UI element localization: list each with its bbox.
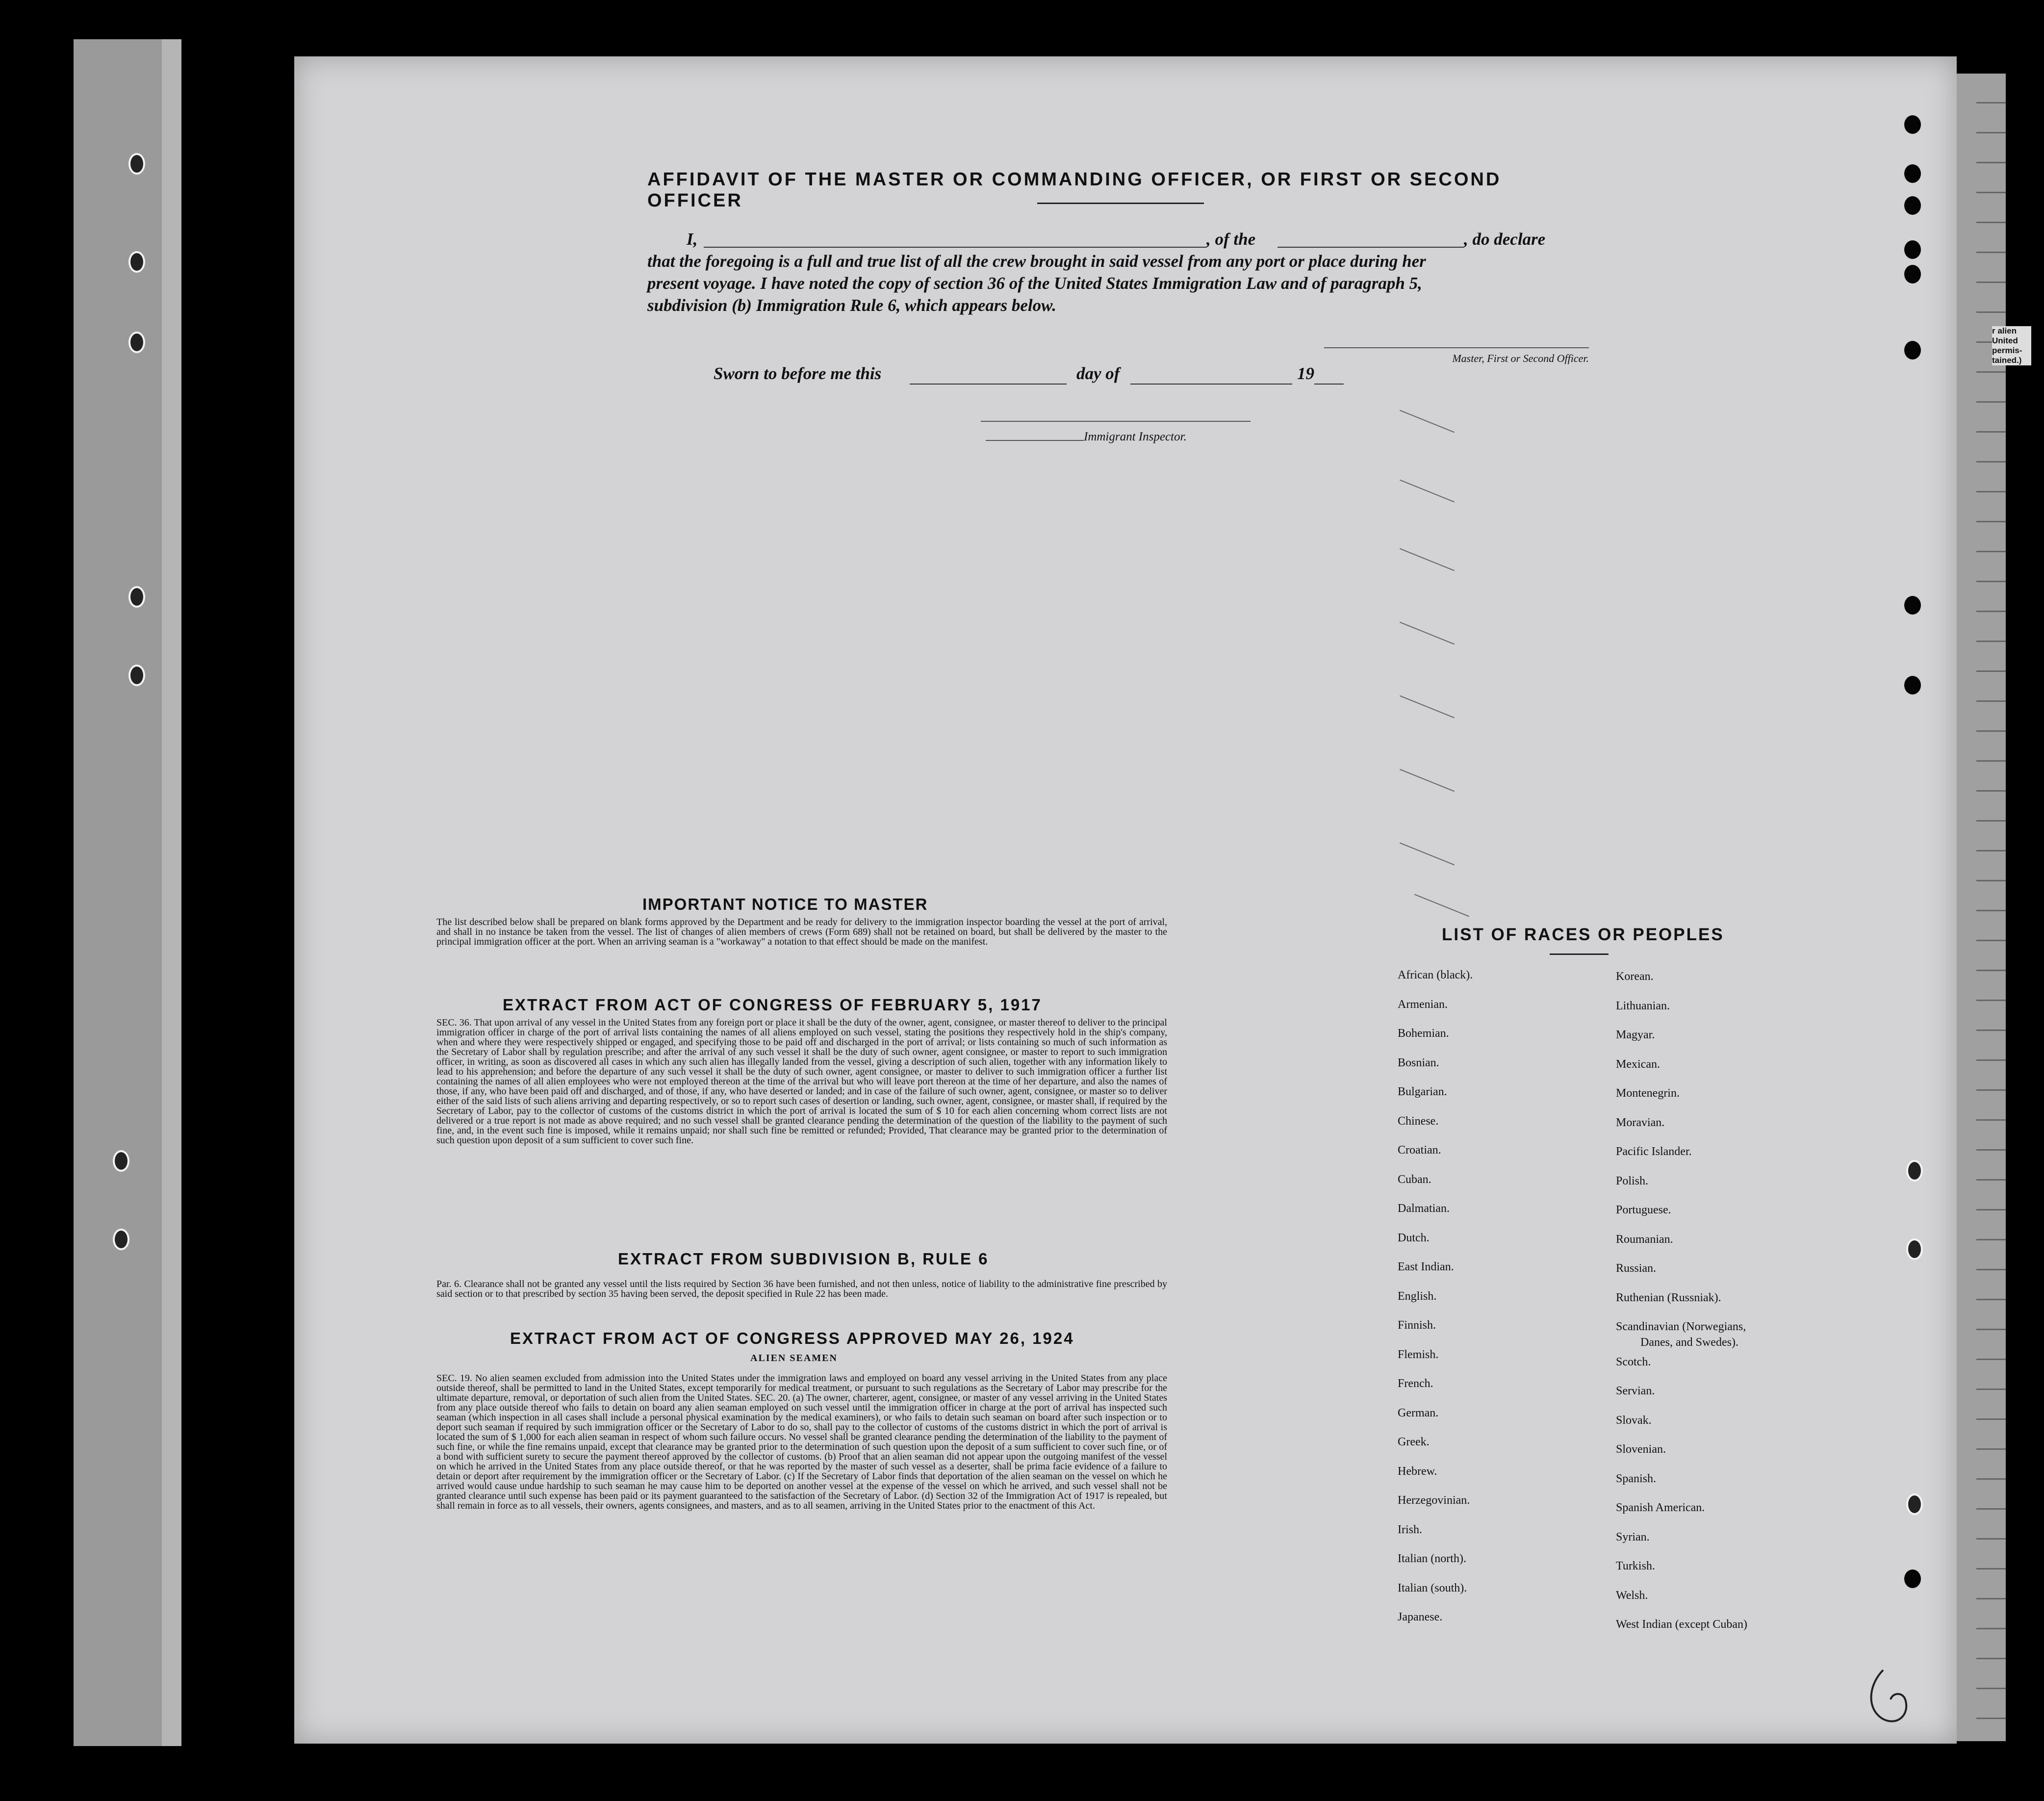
race-item: Moravian. [1616,1116,1665,1129]
binder-hole [113,1229,129,1250]
race-item: Welsh. [1616,1589,1648,1602]
extract-1917-title: EXTRACT FROM ACT OF CONGRESS OF FEBRUARY 5, 1917 [503,996,1042,1014]
inspector-signature-line-2[interactable] [986,440,1084,441]
race-item: Herzegovinian. [1398,1494,1470,1507]
binder-hole [128,665,145,686]
race-item: Irish. [1398,1523,1422,1536]
affidavit-title: AFFIDAVIT OF THE MASTER OR COMMANDING OFFICER, OR FIRST OR SECOND OFFICER [647,169,1502,211]
race-item: Ruthenian (Russniak). [1616,1291,1721,1304]
sworn-statement [714,364,881,384]
binder-hole [113,1150,129,1172]
race-item: West Indian (except Cuban) [1616,1618,1747,1631]
adjacent-page-edge [162,39,181,1746]
race-item: Bohemian. [1398,1027,1449,1040]
race-item: Spanish American. [1616,1501,1705,1514]
race-item: German. [1398,1406,1439,1419]
master-signature-line[interactable] [1324,347,1589,348]
race-item: Syrian. [1616,1530,1650,1544]
race-item: Cuban. [1398,1173,1431,1186]
race-item: Greek. [1398,1436,1430,1448]
race-item: Spanish. [1616,1472,1657,1485]
binder-hole [128,586,145,608]
binder-hole [1904,115,1921,134]
race-item: Turkish. [1616,1560,1655,1572]
extract-1924-title: EXTRACT FROM ACT OF CONGRESS APPROVED MAY 26, 1924 [510,1329,1074,1347]
affidavit-line-3: present voyage. I have noted the copy of section 36 of the United States Immigration Law and of paragraph 5, [647,274,1422,293]
declaration-i: I, [687,230,698,249]
title-rule [1037,203,1204,204]
affidavit-body [647,228,1594,316]
notice-title: IMPORTANT NOTICE TO MASTER [642,895,928,913]
race-item: Scotch. [1616,1355,1651,1368]
race-item: Roumanian. [1616,1233,1673,1246]
extract-rule6-body: Par. 6. Clearance shall not be granted any vessel until the lists required by Section 36 have been furnished, and not then unless, notice of liability to the administrative fine prescribed by said section or to that prescribed by section 35 having been served, the deposit specified in Rule 22 has been made. [436,1279,1167,1299]
races-title: LIST OF RACES OR PEOPLES [1442,925,1724,944]
master-signature-label: Master, First or Second Officer. [1452,352,1589,364]
binder-hole [1904,164,1921,183]
binder-hole [128,251,145,273]
binder-hole [1904,341,1921,360]
alien-seamen-subtitle: ALIEN SEAMEN [750,1353,838,1364]
race-item: Polish. [1616,1174,1649,1187]
inspector-label: Immigrant Inspector. [1084,430,1187,443]
race-item: Italian (south). [1398,1581,1467,1595]
binder-hole [1906,1160,1923,1182]
binder-hole [1904,676,1921,695]
binder-hole [128,153,145,175]
affidavit-line-4: subdivision (b) Immigration Rule 6, which appears below. [647,296,1056,315]
race-item: Slovak. [1616,1414,1652,1427]
extract-rule6-title: EXTRACT FROM SUBDIVISION B, RULE 6 [618,1250,989,1268]
race-item: Korean. [1616,970,1654,983]
race-item: French. [1398,1377,1433,1390]
race-item: Russian. [1616,1262,1657,1275]
sworn-label: Sworn to before me this [714,364,882,383]
races-column-2 [1616,970,1747,1647]
binder-hole [128,332,145,353]
year-prefix: 19 [1297,364,1314,383]
races-title-rule [1550,953,1609,955]
race-item: Pacific Islander. [1616,1145,1692,1158]
race-item: Bulgarian. [1398,1085,1447,1098]
race-item: Armenian. [1398,998,1448,1011]
binder-hole [1904,596,1921,615]
of-the-label: , of the [1206,230,1256,249]
binder-hole [1904,1569,1921,1588]
notice-body: The list described below shall be prepared on blank forms approved by the Department and be ready for delivery to the immigration inspector boarding the vessel at the port of arrival, and shall in no instance be taken from the vessel. The list of changes of alien members of crews (Form 689) shall not be retained on board, but shall be delivered by the master to the principal immigration officer at the port. When an arriving seaman is a "workaway" a notation to that effect should be made on the manifest. [436,917,1167,947]
binder-hole [1906,1238,1923,1260]
race-item: Scandinavian (Norwegians, [1616,1320,1746,1333]
ruled-lines [1976,74,2006,1741]
race-item: Servian. [1616,1385,1655,1397]
race-item: African (black). [1398,969,1473,981]
binder-hole [1904,265,1921,283]
race-item: Finnish. [1398,1319,1436,1332]
day-blank[interactable] [910,384,1067,385]
race-item: Chinese. [1398,1114,1439,1128]
year-blank[interactable] [1314,384,1344,385]
right-margin-note: r alien United permis- tained.) [1992,326,2031,365]
binder-hole [1906,1493,1923,1515]
race-item: Italian (north). [1398,1552,1466,1565]
race-item: Hebrew. [1398,1465,1437,1478]
month-blank[interactable] [1130,384,1292,385]
name-blank[interactable] [704,247,1206,248]
race-item: Bosnian. [1398,1056,1439,1069]
race-item: Slovenian. [1616,1443,1666,1456]
race-item: English. [1398,1289,1437,1303]
extract-1924-body: SEC. 19. No alien seamen excluded from admission into the United States under the immigration laws and employed on board any vessel arriving in the United States from any place outside thereof, shall be permitted to land in the United States, except temporarily for medical treatment, or pursuant to such regulations as the Secretary of Labor may prescribe for the ultimate departure, removal, or deportation of such alien from the United States. SEC. 20. (a) The owner, charterer, agent, consignee, or master of any vessel arriving in the United States from any place outside thereof who fails to detain on board any alien seaman employed on such vessel until the immigration officer in charge at the port of arrival has inspected such seaman (which inspection in all cases shall include a personal physical examination by the medical examiners), or who fails to detain such seaman on board after such inspection or to deport such seaman if required by such immigration officer or the Secretary of Labor to do so, shall pay to the collector of customs of the customs district in which the port of arrival is located the sum of $ 1,000 for each alien seaman in respect of whom such failure occurs. No vessel shall be granted clearance pending the determination of the liability to the payment of such fine, or while the fine remains unpaid, except that clearance may be granted prior to the determination of such question upon the deposit of a sum sufficient to cover such fine, or of a bond with sufficient surety to secure the payment thereof approved by the collector of customs. (b) Proof that an alien seaman did not appear upon the outgoing manifest of the vessel on which he arrived in the United States from any place outside thereof, or that he was reported by the master of such vessel as a deserter, shall be prima facie evidence of a failure to detain or deport after requirement by the immigration officer or the Secretary of Labor. (c) If the Secretary of Labor finds that deportation of the alien seaman on the vessel on which he arrived would cause undue hardship to such seaman he may cause him to be deported on another vessel at the expense of the vessel on which he arrived, and such vessel shall not be granted clearance until such expense has been paid or its payment guaranteed to the satisfaction of the Secretary of Labor. (d) Section 32 of the Immigration Act of 1917 is repealed, but shall remain in force as to all vessels, their owners, agents consignees, and masters, and as to all seamen, arriving in the United States prior to the enactment of this Act. [436,1373,1167,1511]
race-item: Japanese. [1398,1611,1443,1623]
race-item: Dalmatian. [1398,1202,1450,1215]
race-item: Croatian. [1398,1144,1441,1157]
races-column-1 [1398,969,1473,1640]
race-item: Danes, and Swedes). [1640,1336,1738,1349]
day-of-label: day of [1076,364,1120,383]
binder-hole [1904,196,1921,215]
race-item: Portuguese. [1616,1204,1671,1216]
extract-1917-body: SEC. 36. That upon arrival of any vessel in the United States from any foreign port or place it shall be the duty of the owner, agent, consignee, or master thereof to deliver to the principal immigration officer in charge of the port of arrival lists containing the names of all aliens employed on such vessel, stating the positions they respectively hold in the ship's company, when and where they were respectively shipped or engaged, and specifying those to be paid off and discharged in the port of arrival; or lists containing so much of such information as the Secretary of Labor shall by regulation prescribe; and after the arrival of any such vessel it shall be the duty of such owner, agent consignee, or master to report to such immigration officer, in writing, as soon as discovered all cases in which any such alien has illegally landed from the vessel, giving a description of such alien, together with any information likely to lead to his apprehension; and before the departure of any such vessel it shall be the duty of such owner, agent consignee, or master to deliver to such immigration officer a further list containing the names of all alien employees who were not employed thereon at the time of the arrival but who will leave port thereon at the time of her departure, and also the names of those, if any, who have been paid off and discharged, and of those, if any, who have deserted or landed; and in case of the failure of such owner, agent, consignee, or master so to deliver either of the said lists of such aliens arriving and departing respectively, or so to report such cases of desertion or landing, such owner, agent, consignee, or master shall, if required by the Secretary of Labor, pay to the collector of customs of the customs district in which the port of arrival is located the sum of $ 10 for each alien concerning whom correct lists are not delivered or a true report is not made as above required; and no such vessel shall be granted clearance pending the determination of the question of the liability to the payment of such fine, and, in the event such fine is imposed, while it remains unpaid; nor shall such fine be remitted or refunded; Provided, That clearance may be granted prior to the determination of such question upon deposit of a sum sufficient to cover such fine. [436,1017,1167,1146]
binder-hole [1904,240,1921,259]
handwritten-mark [1864,1665,1917,1729]
race-item: Mexican. [1616,1057,1660,1071]
race-item: Lithuanian. [1616,999,1670,1012]
vessel-blank[interactable] [1278,247,1464,248]
race-item: Flemish. [1398,1348,1439,1361]
race-item: Magyar. [1616,1029,1655,1041]
do-declare-label: , do declare [1464,230,1546,249]
race-item: Montenegrin. [1616,1087,1680,1100]
inspector-signature-line[interactable] [981,421,1251,422]
race-item: East Indian. [1398,1261,1454,1273]
affidavit-line-2: that the foregoing is a full and true list of all the crew brought in said vessel from any port or place during her [647,252,1426,271]
race-item: Dutch. [1398,1231,1430,1244]
